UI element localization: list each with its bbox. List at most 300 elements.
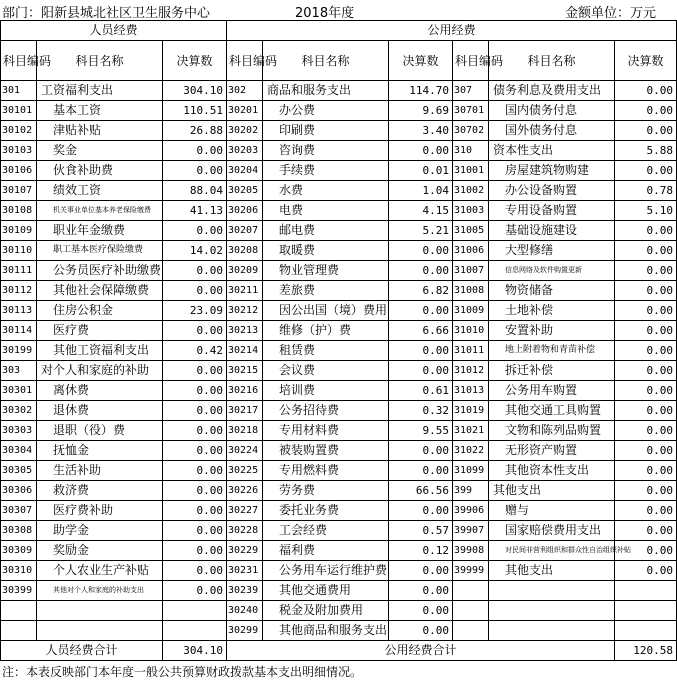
personnel-name-cell: 救济费 — [37, 481, 163, 501]
unit-label: 金额单位：万元 — [565, 6, 657, 21]
personnel-amount-cell: 26.88 — [163, 121, 227, 141]
personnel-name-cell: 职业年金缴费 — [37, 221, 163, 241]
public-a-code-cell: 30214 — [227, 341, 263, 361]
personnel-amount-cell — [163, 601, 227, 621]
public-b-code-cell: 31010 — [453, 321, 489, 341]
public-b-amount-cell: 0.00 — [615, 481, 677, 501]
public-a-amount-cell: 9.55 — [389, 421, 453, 441]
personnel-code-cell: 30112 — [1, 281, 37, 301]
personnel-amount-cell: 0.42 — [163, 341, 227, 361]
personnel-code-cell: 30102 — [1, 121, 37, 141]
personnel-amount-cell: 304.10 — [163, 81, 227, 101]
personnel-total-amount: 304.10 — [163, 641, 227, 661]
public-b-code-cell: 31001 — [453, 161, 489, 181]
public-a-name-cell: 差旅费 — [263, 281, 389, 301]
personnel-code-cell: 30106 — [1, 161, 37, 181]
table-row — [1, 241, 677, 261]
table-row — [1, 301, 677, 321]
personnel-name-cell: 其他工资福利支出 — [37, 341, 163, 361]
personnel-code-cell: 30308 — [1, 521, 37, 541]
public-b-name-cell: 大型修缮 — [489, 241, 615, 261]
year-label: 2018年度 — [295, 6, 355, 21]
public-b-amount-cell: 0.00 — [615, 401, 677, 421]
public-a-code-cell: 30211 — [227, 281, 263, 301]
col-code-header: 科目编码 — [453, 41, 489, 81]
public-a-name-cell: 其他交通费用 — [263, 581, 389, 601]
personnel-code-cell: 301 — [1, 81, 37, 101]
personnel-code-cell: 30110 — [1, 241, 37, 261]
public-a-code-cell: 30226 — [227, 481, 263, 501]
public-b-amount-cell: 0.78 — [615, 181, 677, 201]
public-a-name-cell: 工会经费 — [263, 521, 389, 541]
public-a-name-cell: 公务招待费 — [263, 401, 389, 421]
public-b-name-cell: 对民间非营利组织和群众性自治组织补贴 — [489, 541, 615, 561]
public-a-name-cell: 租赁费 — [263, 341, 389, 361]
public-a-name-cell: 商品和服务支出 — [263, 81, 389, 101]
personnel-code-cell: 30108 — [1, 201, 37, 221]
public-b-name-cell: 国内债务付息 — [489, 101, 615, 121]
public-a-amount-cell: 0.00 — [389, 261, 453, 281]
personnel-code-cell: 30301 — [1, 381, 37, 401]
public-b-name-cell: 其他支出 — [489, 561, 615, 581]
public-b-name-cell: 物资储备 — [489, 281, 615, 301]
public-a-amount-cell: 0.32 — [389, 401, 453, 421]
public-a-amount-cell: 0.00 — [389, 301, 453, 321]
public-a-amount-cell: 3.40 — [389, 121, 453, 141]
personnel-name-cell: 退休费 — [37, 401, 163, 421]
public-a-name-cell: 培训费 — [263, 381, 389, 401]
table-row — [1, 161, 677, 181]
public-a-code-cell: 30225 — [227, 461, 263, 481]
personnel-code-cell: 30111 — [1, 261, 37, 281]
public-b-code-cell: 31022 — [453, 441, 489, 461]
personnel-amount-cell: 0.00 — [163, 381, 227, 401]
public-a-code-cell: 30207 — [227, 221, 263, 241]
public-a-name-cell: 公务用车运行维护费 — [263, 561, 389, 581]
col-code-header: 科目编码 — [1, 41, 37, 81]
public-b-amount-cell: 0.00 — [615, 281, 677, 301]
public-b-code-cell: 31009 — [453, 301, 489, 321]
table-row — [1, 201, 677, 221]
public-a-code-cell: 30229 — [227, 541, 263, 561]
personnel-name-cell: 医疗费 — [37, 321, 163, 341]
public-b-code-cell: 31013 — [453, 381, 489, 401]
personnel-amount-cell — [163, 621, 227, 641]
public-a-code-cell: 30216 — [227, 381, 263, 401]
public-b-name-cell: 公务用车购置 — [489, 381, 615, 401]
public-b-code-cell: 30702 — [453, 121, 489, 141]
public-b-name-cell: 地上附着物和青苗补偿 — [489, 341, 615, 361]
personnel-amount-cell: 0.00 — [163, 421, 227, 441]
public-b-amount-cell: 0.00 — [615, 121, 677, 141]
public-a-code-cell: 30240 — [227, 601, 263, 621]
public-b-name-cell: 其他支出 — [489, 481, 615, 501]
public-a-amount-cell: 114.70 — [389, 81, 453, 101]
personnel-name-cell: 对个人和家庭的补助 — [37, 361, 163, 381]
public-b-amount-cell: 0.00 — [615, 81, 677, 101]
public-a-name-cell: 会议费 — [263, 361, 389, 381]
public-b-code-cell: 31003 — [453, 201, 489, 221]
public-b-code-cell — [453, 601, 489, 621]
public-b-code-cell: 31002 — [453, 181, 489, 201]
public-a-amount-cell: 0.57 — [389, 521, 453, 541]
personnel-amount-cell: 0.00 — [163, 561, 227, 581]
personnel-amount-cell: 0.00 — [163, 321, 227, 341]
public-b-code-cell: 30701 — [453, 101, 489, 121]
personnel-code-cell: 303 — [1, 361, 37, 381]
personnel-name-cell: 职工基本医疗保险缴费 — [37, 241, 163, 261]
personnel-code-cell: 30304 — [1, 441, 37, 461]
public-a-amount-cell: 6.66 — [389, 321, 453, 341]
public-b-name-cell: 资本性支出 — [489, 141, 615, 161]
public-b-amount-cell: 0.00 — [615, 241, 677, 261]
personnel-name-cell: 其他对个人和家庭的补助支出 — [37, 581, 163, 601]
public-b-code-cell: 31008 — [453, 281, 489, 301]
public-b-amount-cell: 0.00 — [615, 381, 677, 401]
public-b-name-cell: 债务利息及费用支出 — [489, 81, 615, 101]
public-a-amount-cell: 0.61 — [389, 381, 453, 401]
public-b-amount-cell: 5.88 — [615, 141, 677, 161]
personnel-name-cell: 奖金 — [37, 141, 163, 161]
table-row — [1, 341, 677, 361]
table-row — [1, 281, 677, 301]
expenditure-table — [0, 20, 677, 661]
public-a-name-cell: 因公出国（境）费用 — [263, 301, 389, 321]
public-section-header: 公用经费 — [227, 21, 677, 41]
personnel-amount-cell: 0.00 — [163, 461, 227, 481]
public-b-code-cell: 39908 — [453, 541, 489, 561]
personnel-code-cell: 30107 — [1, 181, 37, 201]
department-label: 部门：阳新县城北社区卫生服务中心 — [2, 6, 211, 21]
personnel-name-cell: 津贴补贴 — [37, 121, 163, 141]
public-b-amount-cell: 0.00 — [615, 461, 677, 481]
public-a-amount-cell: 0.00 — [389, 341, 453, 361]
table-row — [1, 121, 677, 141]
public-a-name-cell: 办公费 — [263, 101, 389, 121]
personnel-code-cell: 30303 — [1, 421, 37, 441]
personnel-code-cell: 30307 — [1, 501, 37, 521]
personnel-code-cell: 30114 — [1, 321, 37, 341]
personnel-amount-cell: 0.00 — [163, 141, 227, 161]
col-name-header: 科目名称 — [263, 41, 389, 81]
public-a-name-cell: 取暖费 — [263, 241, 389, 261]
public-b-name-cell: 赠与 — [489, 501, 615, 521]
public-a-name-cell: 专用材料费 — [263, 421, 389, 441]
public-a-name-cell: 维修（护）费 — [263, 321, 389, 341]
public-b-code-cell: 39907 — [453, 521, 489, 541]
public-a-code-cell: 30228 — [227, 521, 263, 541]
public-a-name-cell: 委托业务费 — [263, 501, 389, 521]
public-b-code-cell: 31005 — [453, 221, 489, 241]
public-a-amount-cell: 66.56 — [389, 481, 453, 501]
public-a-code-cell: 30218 — [227, 421, 263, 441]
public-b-code-cell — [453, 621, 489, 641]
personnel-name-cell: 伙食补助费 — [37, 161, 163, 181]
personnel-code-cell: 30310 — [1, 561, 37, 581]
public-b-code-cell: 31012 — [453, 361, 489, 381]
public-b-name-cell: 其他交通工具购置 — [489, 401, 615, 421]
public-b-amount-cell: 5.10 — [615, 201, 677, 221]
personnel-name-cell: 助学金 — [37, 521, 163, 541]
public-a-name-cell: 水费 — [263, 181, 389, 201]
personnel-name-cell: 机关事业单位基本养老保险缴费 — [37, 201, 163, 221]
personnel-amount-cell: 0.00 — [163, 581, 227, 601]
personnel-name-cell — [37, 621, 163, 641]
public-b-amount-cell: 0.00 — [615, 101, 677, 121]
public-a-code-cell: 30227 — [227, 501, 263, 521]
public-a-code-cell: 302 — [227, 81, 263, 101]
table-row — [1, 401, 677, 421]
public-total-amount: 120.58 — [615, 641, 677, 661]
personnel-amount-cell: 0.00 — [163, 401, 227, 421]
table-row — [1, 521, 677, 541]
public-b-amount-cell — [615, 601, 677, 621]
personnel-amount-cell: 23.09 — [163, 301, 227, 321]
personnel-amount-cell: 0.00 — [163, 501, 227, 521]
public-a-code-cell: 30239 — [227, 581, 263, 601]
public-a-amount-cell: 4.15 — [389, 201, 453, 221]
personnel-name-cell: 离休费 — [37, 381, 163, 401]
table-row — [1, 361, 677, 381]
public-a-name-cell: 手续费 — [263, 161, 389, 181]
public-a-name-cell: 税金及附加费用 — [263, 601, 389, 621]
public-b-code-cell: 307 — [453, 81, 489, 101]
public-a-code-cell: 30208 — [227, 241, 263, 261]
table-row — [1, 461, 677, 481]
public-b-name-cell: 其他资本性支出 — [489, 461, 615, 481]
public-a-name-cell: 劳务费 — [263, 481, 389, 501]
public-b-amount-cell: 0.00 — [615, 561, 677, 581]
personnel-code-cell: 30306 — [1, 481, 37, 501]
personnel-name-cell: 其他社会保障缴费 — [37, 281, 163, 301]
public-b-code-cell: 31019 — [453, 401, 489, 421]
public-a-code-cell: 30209 — [227, 261, 263, 281]
col-code-header: 科目编码 — [227, 41, 263, 81]
public-b-name-cell: 拆迁补偿 — [489, 361, 615, 381]
public-b-amount-cell — [615, 621, 677, 641]
public-b-amount-cell: 0.00 — [615, 321, 677, 341]
personnel-amount-cell: 0.00 — [163, 441, 227, 461]
public-a-amount-cell: 0.00 — [389, 601, 453, 621]
public-b-name-cell: 房屋建筑物购建 — [489, 161, 615, 181]
public-a-amount-cell: 0.00 — [389, 621, 453, 641]
personnel-amount-cell: 0.00 — [163, 281, 227, 301]
totals-row — [1, 641, 677, 661]
public-b-name-cell: 土地补偿 — [489, 301, 615, 321]
public-b-amount-cell: 0.00 — [615, 161, 677, 181]
table-row — [1, 501, 677, 521]
personnel-code-cell: 30302 — [1, 401, 37, 421]
table-row — [1, 81, 677, 101]
public-a-amount-cell: 0.00 — [389, 561, 453, 581]
public-a-code-cell: 30203 — [227, 141, 263, 161]
sheet-header — [0, 0, 676, 20]
public-a-amount-cell: 0.00 — [389, 501, 453, 521]
public-a-name-cell: 咨询费 — [263, 141, 389, 161]
col-amount-header: 决算数 — [389, 41, 453, 81]
public-b-amount-cell: 0.00 — [615, 341, 677, 361]
public-a-amount-cell: 9.69 — [389, 101, 453, 121]
footnote: 注：本表反映部门本年度一般公共预算财政拨款基本支出明细情况。 — [2, 665, 363, 679]
public-total-label: 公用经费合计 — [227, 641, 615, 661]
personnel-code-cell: 30101 — [1, 101, 37, 121]
personnel-code-cell: 30109 — [1, 221, 37, 241]
personnel-name-cell: 退职（役）费 — [37, 421, 163, 441]
column-header-row — [1, 41, 677, 81]
public-a-code-cell: 30217 — [227, 401, 263, 421]
table-row — [1, 141, 677, 161]
public-a-amount-cell: 1.04 — [389, 181, 453, 201]
personnel-code-cell: 30305 — [1, 461, 37, 481]
personnel-amount-cell: 0.00 — [163, 521, 227, 541]
personnel-code-cell: 30199 — [1, 341, 37, 361]
public-b-name-cell — [489, 621, 615, 641]
public-a-amount-cell: 0.00 — [389, 581, 453, 601]
public-a-code-cell: 30231 — [227, 561, 263, 581]
personnel-amount-cell: 88.04 — [163, 181, 227, 201]
public-a-amount-cell: 0.00 — [389, 441, 453, 461]
table-row — [1, 101, 677, 121]
table-row — [1, 381, 677, 401]
table-row — [1, 561, 677, 581]
personnel-amount-cell: 110.51 — [163, 101, 227, 121]
table-row — [1, 481, 677, 501]
public-b-name-cell: 安置补助 — [489, 321, 615, 341]
public-a-code-cell: 30213 — [227, 321, 263, 341]
public-a-amount-cell: 6.82 — [389, 281, 453, 301]
personnel-section-header: 人员经费 — [1, 21, 227, 41]
public-b-amount-cell: 0.00 — [615, 261, 677, 281]
personnel-name-cell: 抚恤金 — [37, 441, 163, 461]
personnel-name-cell — [37, 601, 163, 621]
personnel-total-label: 人员经费合计 — [1, 641, 163, 661]
public-a-name-cell: 其他商品和服务支出 — [263, 621, 389, 641]
public-b-amount-cell: 0.00 — [615, 501, 677, 521]
table-row — [1, 581, 677, 601]
public-b-amount-cell: 0.00 — [615, 521, 677, 541]
public-b-name-cell: 专用设备购置 — [489, 201, 615, 221]
public-a-name-cell: 被装购置费 — [263, 441, 389, 461]
personnel-code-cell — [1, 601, 37, 621]
public-a-code-cell: 30201 — [227, 101, 263, 121]
table-row — [1, 441, 677, 461]
public-b-code-cell: 310 — [453, 141, 489, 161]
public-a-code-cell: 30299 — [227, 621, 263, 641]
public-b-name-cell — [489, 601, 615, 621]
personnel-amount-cell: 0.00 — [163, 361, 227, 381]
public-a-amount-cell: 0.01 — [389, 161, 453, 181]
public-a-amount-cell: 0.00 — [389, 361, 453, 381]
personnel-name-cell: 基本工资 — [37, 101, 163, 121]
public-a-amount-cell: 0.12 — [389, 541, 453, 561]
personnel-amount-cell: 0.00 — [163, 221, 227, 241]
personnel-amount-cell: 0.00 — [163, 541, 227, 561]
public-a-code-cell: 30202 — [227, 121, 263, 141]
public-b-amount-cell: 0.00 — [615, 361, 677, 381]
public-a-code-cell: 30212 — [227, 301, 263, 321]
public-b-amount-cell: 0.00 — [615, 541, 677, 561]
public-b-amount-cell: 0.00 — [615, 421, 677, 441]
public-b-amount-cell: 0.00 — [615, 301, 677, 321]
personnel-name-cell: 公务员医疗补助缴费 — [37, 261, 163, 281]
personnel-name-cell: 绩效工资 — [37, 181, 163, 201]
col-amount-header: 决算数 — [163, 41, 227, 81]
public-b-code-cell: 31006 — [453, 241, 489, 261]
personnel-name-cell: 个人农业生产补贴 — [37, 561, 163, 581]
personnel-amount-cell: 0.00 — [163, 161, 227, 181]
public-a-amount-cell: 0.00 — [389, 461, 453, 481]
personnel-code-cell — [1, 621, 37, 641]
personnel-amount-cell: 0.00 — [163, 481, 227, 501]
personnel-name-cell: 工资福利支出 — [37, 81, 163, 101]
table-row — [1, 321, 677, 341]
col-name-header: 科目名称 — [489, 41, 615, 81]
public-b-code-cell: 39906 — [453, 501, 489, 521]
personnel-name-cell: 医疗费补助 — [37, 501, 163, 521]
table-row — [1, 541, 677, 561]
public-a-amount-cell: 5.21 — [389, 221, 453, 241]
personnel-name-cell: 生活补助 — [37, 461, 163, 481]
col-name-header: 科目名称 — [37, 41, 163, 81]
table-row — [1, 621, 677, 641]
public-b-code-cell: 39999 — [453, 561, 489, 581]
table-row — [1, 181, 677, 201]
public-b-name-cell: 办公设备购置 — [489, 181, 615, 201]
public-a-name-cell: 邮电费 — [263, 221, 389, 241]
personnel-amount-cell: 14.02 — [163, 241, 227, 261]
public-b-code-cell: 31011 — [453, 341, 489, 361]
public-b-code-cell: 31099 — [453, 461, 489, 481]
public-a-name-cell: 物业管理费 — [263, 261, 389, 281]
public-b-code-cell: 399 — [453, 481, 489, 501]
personnel-name-cell: 住房公积金 — [37, 301, 163, 321]
public-a-code-cell: 30215 — [227, 361, 263, 381]
table-row — [1, 221, 677, 241]
public-b-amount-cell: 0.00 — [615, 441, 677, 461]
table-row — [1, 261, 677, 281]
public-b-name-cell: 基础设施建设 — [489, 221, 615, 241]
personnel-name-cell: 奖励金 — [37, 541, 163, 561]
public-a-amount-cell: 0.00 — [389, 141, 453, 161]
personnel-amount-cell: 41.13 — [163, 201, 227, 221]
personnel-code-cell: 30103 — [1, 141, 37, 161]
personnel-code-cell: 30309 — [1, 541, 37, 561]
public-a-name-cell: 电费 — [263, 201, 389, 221]
personnel-code-cell: 30399 — [1, 581, 37, 601]
public-b-code-cell — [453, 581, 489, 601]
public-b-name-cell: 国外债务付息 — [489, 121, 615, 141]
public-b-name-cell: 文物和陈列品购置 — [489, 421, 615, 441]
public-b-amount-cell: 0.00 — [615, 221, 677, 241]
public-a-code-cell: 30204 — [227, 161, 263, 181]
col-amount-header: 决算数 — [615, 41, 677, 81]
public-a-name-cell: 专用燃料费 — [263, 461, 389, 481]
public-a-name-cell: 福利费 — [263, 541, 389, 561]
public-b-code-cell: 31021 — [453, 421, 489, 441]
public-b-name-cell: 无形资产购置 — [489, 441, 615, 461]
public-b-name-cell: 国家赔偿费用支出 — [489, 521, 615, 541]
public-b-code-cell: 31007 — [453, 261, 489, 281]
public-a-code-cell: 30206 — [227, 201, 263, 221]
personnel-amount-cell: 0.00 — [163, 261, 227, 281]
personnel-code-cell: 30113 — [1, 301, 37, 321]
public-b-name-cell: 信息网络及软件购置更新 — [489, 261, 615, 281]
public-a-code-cell: 30224 — [227, 441, 263, 461]
public-b-amount-cell — [615, 581, 677, 601]
public-a-name-cell: 印刷费 — [263, 121, 389, 141]
public-b-name-cell — [489, 581, 615, 601]
table-row — [1, 421, 677, 441]
